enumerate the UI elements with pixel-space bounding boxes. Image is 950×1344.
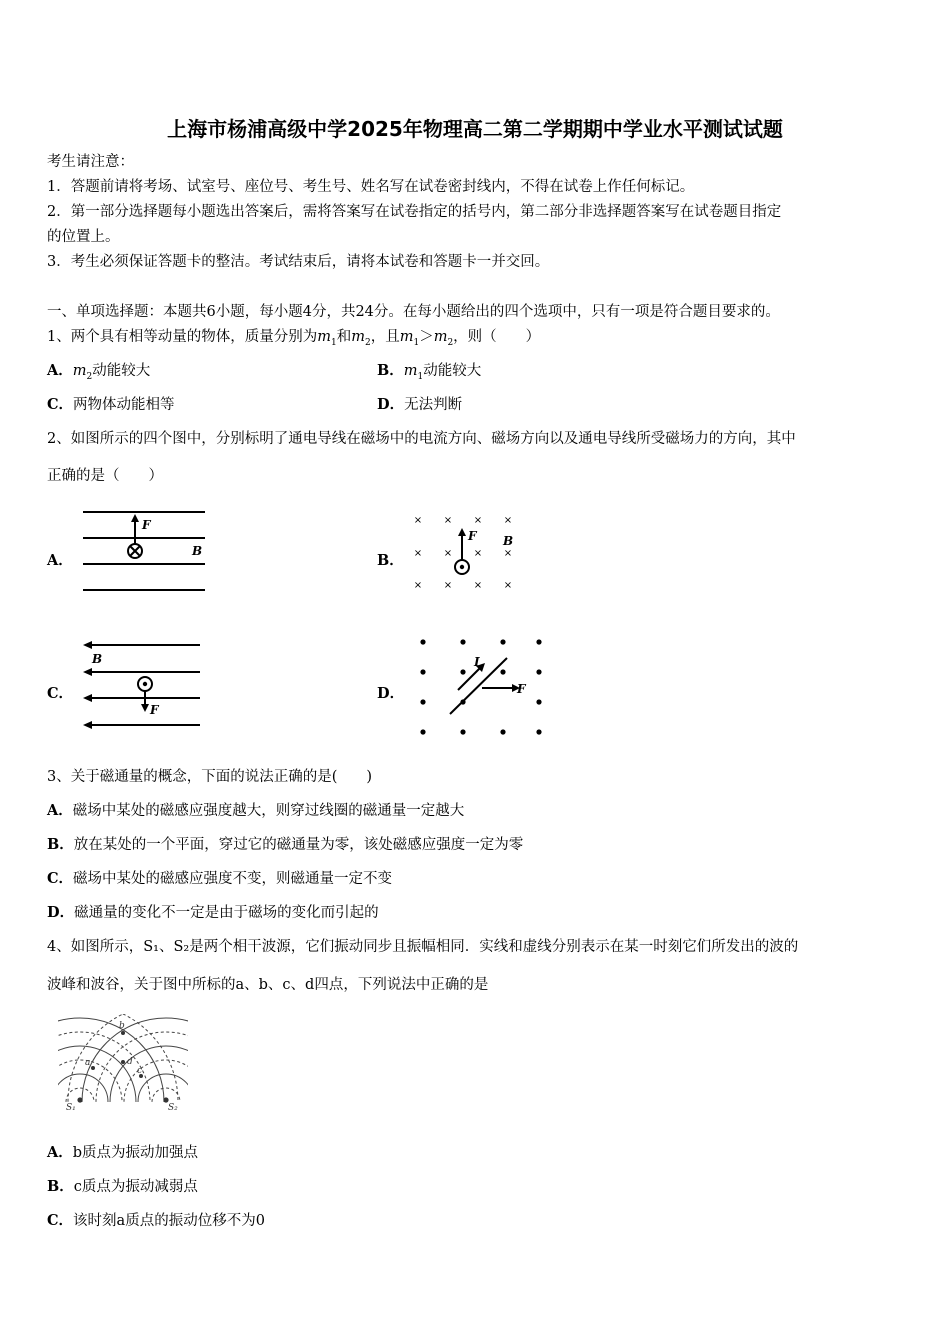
option-label: D． (47, 904, 75, 921)
svg-text:×: × (443, 548, 453, 559)
q1-sub2: 2 (86, 371, 93, 382)
svg-text:×: × (503, 548, 513, 559)
question-1-stem (47, 327, 540, 353)
force-label: F (150, 703, 159, 717)
q1-m2: m (72, 363, 87, 379)
question-4-stem-1: 4、如图所示，S₁、S₂是两个相干波源，它们振动同步且振幅相同．实线和虚线分别表示在某一时刻它们所发出的波的 (47, 939, 799, 955)
q1-option-a (47, 361, 150, 387)
page-title: 上海市杨浦高级中学2025年物理高二第二学期期中学业水平测试试题 (167, 117, 783, 141)
option-label: C． (47, 396, 74, 413)
option-text: 磁场中某处的磁感应强度越大，则穿过线圈的磁通量一定越大 (72, 803, 465, 819)
q2-figure-a (80, 505, 210, 597)
q1-sub1: 1 (413, 337, 420, 348)
q3-option-d (47, 903, 379, 923)
point-c-label: c (137, 1066, 143, 1076)
q4-wave-figure (58, 1014, 188, 1112)
q1-text: ＞ (419, 329, 434, 345)
q1-text: ，且 (370, 329, 400, 345)
option-text: b质点为振动加强点 (72, 1145, 199, 1161)
q1-sub1: 1 (417, 371, 424, 382)
q1-text: 1、两个具有相等动量的物体，质量分别为 (47, 329, 318, 345)
option-text: 放在某处的一个平面，穿过它的磁通量为零，该处磁感应强度一定为零 (73, 837, 524, 853)
option-label: C． (47, 1212, 74, 1229)
force-label: F (468, 529, 477, 543)
q1-text: 和 (336, 329, 352, 345)
q2-figure-d (410, 632, 552, 744)
option-text: 动能较大 (423, 363, 482, 379)
option-text: 两物体动能相等 (73, 397, 175, 413)
q1-option-d (377, 395, 462, 415)
section-heading: 一、单项选择题：本题共6小题，每小题4分，共24分。在每小题给出的四个选项中，只有一项是符合题目要求的。 (47, 304, 780, 320)
q2-label-c: C． (47, 685, 74, 702)
q1-m2: m (433, 329, 448, 345)
point-d-dot (121, 1060, 125, 1064)
option-label: A． (47, 1144, 73, 1161)
q1-option-c (47, 395, 175, 415)
svg-text:×: × (473, 515, 483, 526)
svg-text:×: × (503, 515, 513, 526)
source-s1-label: S₁ (66, 1103, 76, 1112)
svg-text:×: × (503, 580, 513, 591)
point-d-label: d (127, 1057, 133, 1067)
q3-option-a (47, 801, 464, 821)
option-text: 动能较大 (92, 363, 151, 379)
option-label: D． (377, 396, 405, 413)
svg-text:×: × (443, 580, 453, 591)
option-text: c质点为振动减弱点 (73, 1179, 198, 1195)
option-text: 磁场中某处的磁感应强度不变，则磁通量一定不变 (73, 871, 393, 887)
svg-text:×: × (413, 580, 423, 591)
option-text: 该时刻a质点的振动位移不为0 (73, 1213, 265, 1229)
force-label: F (517, 682, 526, 696)
option-text: 磁通量的变化不一定是由于磁场的变化而引起的 (74, 905, 379, 921)
question-4-stem-2: 波峰和波谷，关于图中所标的a、b、c、d四点，下列说法中正确的是 (47, 977, 489, 993)
notice-item-2-cont: 的位置上。 (47, 229, 120, 245)
notice-item-2: 2．第一部分选择题每小题选出答案后，需将答案写在试卷指定的括号内，第二部分非选择题答案写在试卷题目指定 (47, 204, 782, 220)
q1-m2: m (351, 329, 365, 345)
q3-option-c (47, 869, 392, 889)
question-2-stem-1: 2、如图所示的四个图中，分别标明了通电导线在磁场中的电流方向、磁场方向以及通电导线所受磁场力的方向，其中 (47, 431, 796, 447)
option-label: C． (47, 870, 74, 887)
field-label: B (192, 544, 203, 558)
notice-item-3: 3．考生必须保证答题卡的整洁。考试结束后，请将本试卷和答题卡一并交回。 (47, 254, 550, 270)
option-label: A． (47, 362, 73, 379)
svg-text:×: × (413, 515, 423, 526)
option-text: 无法判断 (404, 397, 463, 413)
field-label: B (92, 652, 103, 666)
q1-sub2: 2 (447, 337, 454, 348)
source-s2-dot (163, 1097, 168, 1102)
point-b-label: b (119, 1021, 125, 1031)
svg-text:×: × (443, 515, 453, 526)
svg-text:×: × (473, 580, 483, 591)
q2-figure-b (408, 508, 523, 592)
q1-m1: m (317, 329, 331, 345)
q2-label-b: B． (377, 552, 404, 569)
source-s2-label: S₂ (168, 1103, 178, 1112)
q3-option-b (47, 835, 523, 855)
option-label: B． (47, 1178, 74, 1195)
q2-label-d: D． (377, 685, 405, 702)
notice-item-1: 1．答题前请将考场、试室号、座位号、考生号、姓名写在试卷密封线内，不得在试卷上作任何标记。 (47, 179, 695, 195)
q4-option-a (47, 1143, 198, 1163)
q1-text: ，则（ ） (453, 329, 541, 345)
q1-m1: m (403, 363, 418, 379)
field-label: B (503, 534, 514, 548)
point-a-label: a (85, 1058, 91, 1068)
point-a-dot (91, 1066, 95, 1070)
svg-text:×: × (473, 548, 483, 559)
source-s1-dot (77, 1097, 82, 1102)
q4-option-b (47, 1177, 198, 1197)
question-2-stem-2: 正确的是（ ） (47, 468, 163, 484)
q1-sub2: 2 (364, 337, 371, 348)
q4-option-c (47, 1211, 265, 1231)
point-b-dot (121, 1031, 125, 1035)
question-3-stem: 3、关于磁通量的概念，下面的说法正确的是( ) (47, 769, 373, 785)
q2-label-a: A． (47, 552, 73, 569)
force-label: F (142, 518, 151, 532)
notice-heading: 考生请注意： (47, 154, 134, 170)
svg-text:×: × (413, 548, 423, 559)
q1-m1: m (399, 329, 414, 345)
option-label: B． (47, 836, 74, 853)
option-label: A． (47, 802, 73, 819)
option-label: B． (377, 362, 404, 379)
q2-figure-c (80, 636, 210, 732)
wave-source-1-crests (58, 1018, 164, 1112)
current-label: I (474, 655, 480, 669)
q1-option-b (377, 361, 481, 387)
q1-sub1: 1 (330, 337, 337, 348)
